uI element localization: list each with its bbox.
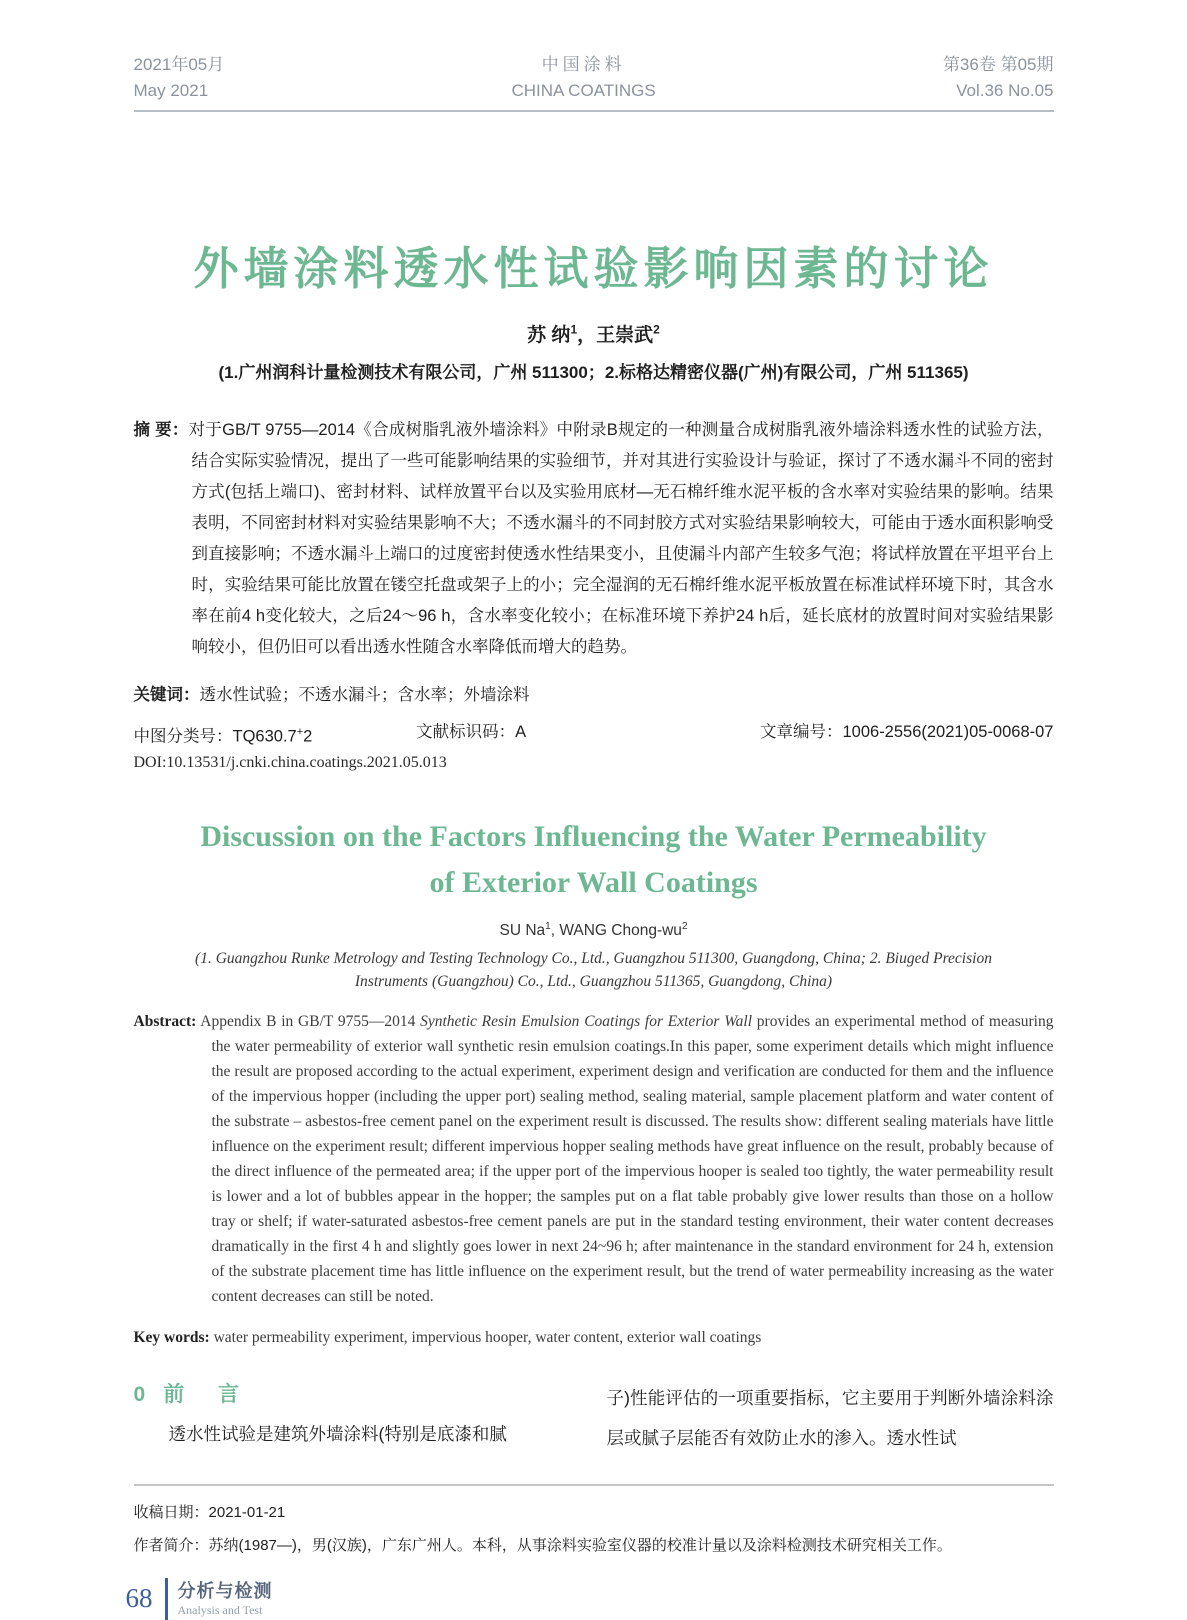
intro-paragraph-left: 透水性试验是建筑外墙涂料(特别是底漆和腻 <box>168 1423 507 1444</box>
received-date-label: 收稿日期： <box>133 1503 209 1521</box>
abstract-text-cn: 对于GB/T 9755—2014《合成树脂乳液外墙涂料》中附录B规定的一种测量合成树脂乳液外墙涂料透水性的试验方法，结合实际实验情况，提出了一些可能影响结果的实验细节，并对其进行实验设计与验证，探讨了不透水漏斗不同的密封方式(包括上端口)、密封材料、试样放置平台以及实验用底材—无石棉纤维水泥平板的含水率对实验结果的影响。结果表明，不同密封材料对实验结果影响不大；不透水漏斗的不同封胶方式对实验结果影响较大，可能由于透水面积影响受到直接影响；不透水漏斗上端口的过度密封使透水性结果变小，且使漏斗内部产生较多气泡；将试样放置在平坦平台上时，实验结果可能比放置在镂空托盘或架子上的小；完全湿润的无石棉纤维水泥平板放置在标准试样环境下时，其含水率在前4 h变化较大，之后24～96 h，含水率变化较小；在标准环境下养护24 h后，延长底材的放置时间对实验结果影响较小，但仍旧可以看出透水性随含水率降低而增大的趋势。 <box>188 421 1054 656</box>
section-heading-intro <box>134 1378 581 1412</box>
article-title-en-line1: Discussion on the Factors Influencing the Water Permeability <box>200 820 987 853</box>
page-number: 68 <box>125 1583 153 1614</box>
header-journal-cn: 中国涂料 <box>541 55 626 74</box>
body-column-left <box>134 1378 581 1458</box>
footnote-divider <box>134 1484 1054 1486</box>
authors-cn <box>134 320 1054 347</box>
journal-header <box>134 0 1054 104</box>
author-2-cn: 王崇武 <box>596 325 654 346</box>
keywords-en <box>134 1325 1054 1350</box>
body-column-right <box>607 1378 1054 1458</box>
header-date-cn: 2021年05月 <box>133 55 225 74</box>
section-title: 前 言 <box>163 1382 254 1406</box>
section-number: 0 <box>133 1382 146 1406</box>
document-code-value: A <box>515 722 527 741</box>
author-bio-text: 苏纳(1987—)，男(汉族)，广东广州人。本科，从事涂料实验室仪器的校准计量以及涂料检测技术研究相关工作。 <box>208 1536 952 1554</box>
header-date <box>134 52 225 104</box>
abstract-en <box>134 1009 1054 1309</box>
footer-divider-bar <box>165 1578 168 1620</box>
abstract-cn <box>134 415 1054 663</box>
document-code <box>416 717 526 753</box>
article-title-en <box>134 814 1054 906</box>
article-id <box>760 717 1054 753</box>
body-columns <box>134 1378 1054 1458</box>
abstract-en-standard-name: Synthetic Resin Emulsion Coatings for Exterior Wall <box>420 1013 753 1031</box>
clc-label: 中图分类号： <box>133 727 233 745</box>
clc-tail: 2 <box>303 727 313 745</box>
article-title-cn: 外墙涂料透水性试验影响因素的讨论 <box>193 243 994 294</box>
author-2-affil-mark: 2 <box>653 322 660 337</box>
header-issue-en: Vol.36 No.05 <box>956 81 1054 100</box>
author-1-en: SU Na <box>499 922 546 940</box>
author-separator-en: , <box>550 922 560 940</box>
classification-row <box>134 717 1054 753</box>
keywords-text-cn: 透水性试验；不透水漏斗；含水率；外墙涂料 <box>199 685 530 704</box>
keywords-label-en: Key words: <box>133 1328 210 1346</box>
affiliation-en-line1: (1. Guangzhou Runke Metrology and Testing Technology Co., Ltd., Guangzhou 511300, Guangdong, China; 2. Biuged Precision <box>195 950 992 968</box>
intro-paragraph-right: 子)性能评估的一项重要指标，它主要用于判断外墙涂料涂层或腻子层能否有效防止水的渗入。透水性试 <box>606 1387 1054 1448</box>
author-2-en-mark: 2 <box>681 921 688 932</box>
footnote-block <box>134 1484 1054 1562</box>
article-id-label: 文章编号： <box>759 722 843 741</box>
abstract-en-part2: provides an experimental method of measuring the water permeability of exterior wall synthetic resin emulsion coatings.In this paper, some experiment details which might influence the result are proposed according to the actual experiment, experiment design and verification are conducted for them and the influence of the impervious hopper (including the upper port) sealing method, sealing material, sample placement platform and water content of the substrate – asbestos-free cement panel on the experiment result is discussed. The results show: different sealing materials have little influence on the experiment result; different impervious hopper sealing methods have great influence on the result, probably because of the direct influence of the permeated area; if the upper port of the impervious hooper is sealed too tightly, the water permeability result is lower and a lot of bubbles appear in the hopper; the samples put on a flat table probably give lower results than those on a hollow tray or shelf; if water-saturated asbestos-free cement panels are put in the standard testing environment, their water content decreases dramatically in the first 4 h and slightly goes lower in next 24~96 h; after maintenance in the standard environment for 24 h, extension of the substrate placement time has little influence on the experiment result, but the trend of water permeability increasing as the water content decreases can still be noted. <box>211 1013 1054 1306</box>
column-name-block <box>178 1580 273 1618</box>
received-date-value: 2021-01-21 <box>208 1503 286 1521</box>
keywords-cn <box>134 680 1054 711</box>
page-footer <box>126 1578 1054 1620</box>
header-issue-cn: 第36卷 第05期 <box>942 55 1054 74</box>
affiliation-en-line2: Instruments (Guangzhou) Co., Ltd., Guangzhou 511365, Guangdong, China) <box>354 973 833 991</box>
affiliation-en <box>134 947 1054 993</box>
clc-number <box>134 717 313 753</box>
clc-base: TQ630.7 <box>232 727 297 745</box>
abstract-label-en: Abstract: <box>133 1013 197 1031</box>
author-1-cn: 苏 纳 <box>527 325 571 346</box>
abstract-label-cn: 摘 要： <box>133 421 189 439</box>
author-1-affil-mark: 1 <box>570 322 578 337</box>
affiliation-cn: (1.广州润科计量检测技术有限公司，广州 511300；2.标格达精密仪器(广州)有限公司，广州 511365) <box>218 363 969 382</box>
column-name-cn: 分析与检测 <box>177 1580 273 1601</box>
header-journal-en: CHINA COATINGS <box>511 81 656 100</box>
author-bio-label: 作者简介： <box>133 1536 209 1554</box>
header-issue <box>943 52 1054 104</box>
header-date-en: May 2021 <box>133 81 209 100</box>
keywords-label-cn: 关键词： <box>133 685 200 704</box>
authors-en <box>134 921 1054 940</box>
author-2-en: WANG Chong-wu <box>559 922 682 940</box>
author-1-en-mark: 1 <box>545 921 551 932</box>
article-id-value: 1006-2556(2021)05-0068-07 <box>842 722 1054 741</box>
author-separator: ， <box>577 325 597 346</box>
document-code-label: 文献标识码： <box>416 722 516 741</box>
column-name-en: Analysis and Test <box>177 1602 263 1617</box>
doi: DOI:10.13531/j.cnki.china.coatings.2021.05.013 <box>133 754 447 771</box>
received-date-line <box>134 1496 1054 1529</box>
abstract-en-part1: Appendix B in GB/T 9755—2014 <box>196 1013 421 1031</box>
header-divider <box>134 110 1054 112</box>
clc-superscript: + <box>296 725 304 738</box>
keywords-text-en: water permeability experiment, impervious hooper, water content, exterior wall coatings <box>209 1328 762 1346</box>
article-title-en-line2: of Exterior Wall Coatings <box>429 866 758 899</box>
author-bio-line <box>134 1529 1054 1562</box>
header-journal-name <box>511 52 655 104</box>
